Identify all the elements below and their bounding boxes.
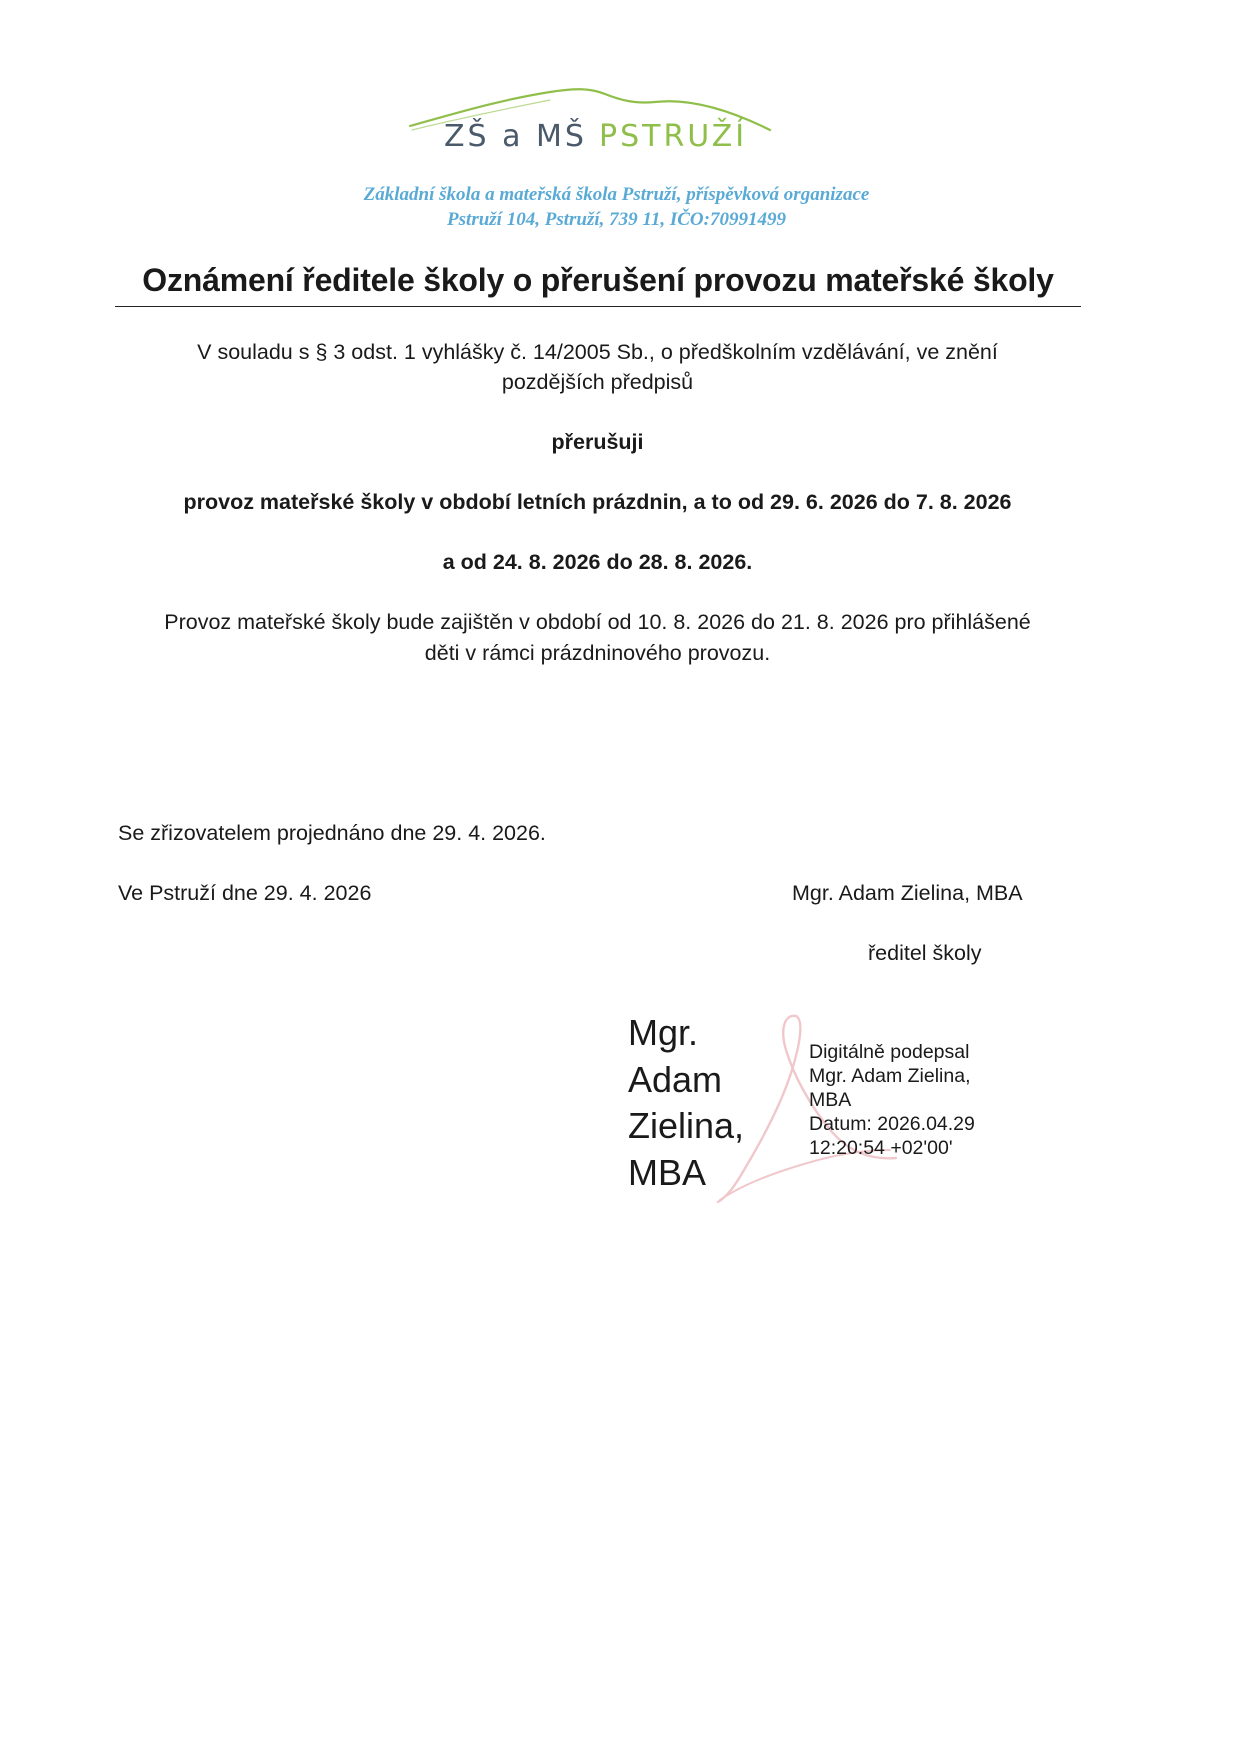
signature-detail-line: Mgr. Adam Zielina, bbox=[809, 1065, 971, 1087]
digital-signature-details bbox=[809, 1040, 1019, 1160]
logo-wordmark bbox=[444, 119, 748, 154]
signer-name: Mgr. Adam Zielina, MBA bbox=[792, 881, 1023, 905]
service-line-2: děti v rámci prázdninového provozu. bbox=[424, 641, 771, 665]
title-underline bbox=[115, 306, 1081, 307]
period-line-1: provoz mateřské školy v období letních prázdnin, a to od 29. 6. 2026 do 7. 8. 2026 bbox=[183, 490, 1012, 514]
signer-role: ředitel školy bbox=[868, 941, 982, 965]
signature-name-line: Zielina, bbox=[628, 1105, 745, 1146]
signature-name-line: Adam bbox=[628, 1058, 723, 1100]
negotiated-note: Se zřizovatelem projednáno dne 29. 4. 2026. bbox=[118, 821, 546, 845]
intro-line-2: pozdějších předpisů bbox=[501, 370, 694, 394]
period-line-2: a od 24. 8. 2026 do 28. 8. 2026. bbox=[442, 550, 753, 574]
service-line-1: Provoz mateřské školy bude zajištěn v období od 10. 8. 2026 do 21. 8. 2026 pro přihlášené bbox=[164, 610, 1031, 634]
verb-line: přerušuji bbox=[551, 430, 644, 454]
logo-zs-text: ZŠ a MŠ bbox=[444, 119, 587, 154]
signature-detail-line: MBA bbox=[809, 1089, 852, 1111]
place-date: Ve Pstruží dne 29. 4. 2026 bbox=[118, 881, 372, 905]
organization-address: Pstruží 104, Pstruží, 739 11, IČO:70991499 bbox=[447, 209, 786, 230]
signature-detail-line: Digitálně podepsal bbox=[809, 1041, 970, 1063]
signature-detail-line: Datum: 2026.04.29 bbox=[809, 1113, 975, 1135]
intro-line-1: V souladu s § 3 odst. 1 vyhlášky č. 14/2005 Sb., o předškolním vzdělávání, ve znění bbox=[197, 340, 998, 364]
school-logo bbox=[400, 82, 780, 162]
signature-name-line: Mgr. bbox=[628, 1012, 699, 1053]
organization-name: Základní škola a mateřská škola Pstruží, příspěvková organizace bbox=[363, 184, 870, 205]
document-title: Oznámení ředitele školy o přerušení provozu mateřské školy bbox=[142, 262, 1054, 298]
logo-pstruzi-text: PSTRUŽÍ bbox=[598, 119, 748, 154]
signature-detail-line: 12:20:54 +02'00' bbox=[809, 1137, 953, 1159]
signature-name-line: MBA bbox=[628, 1151, 707, 1193]
